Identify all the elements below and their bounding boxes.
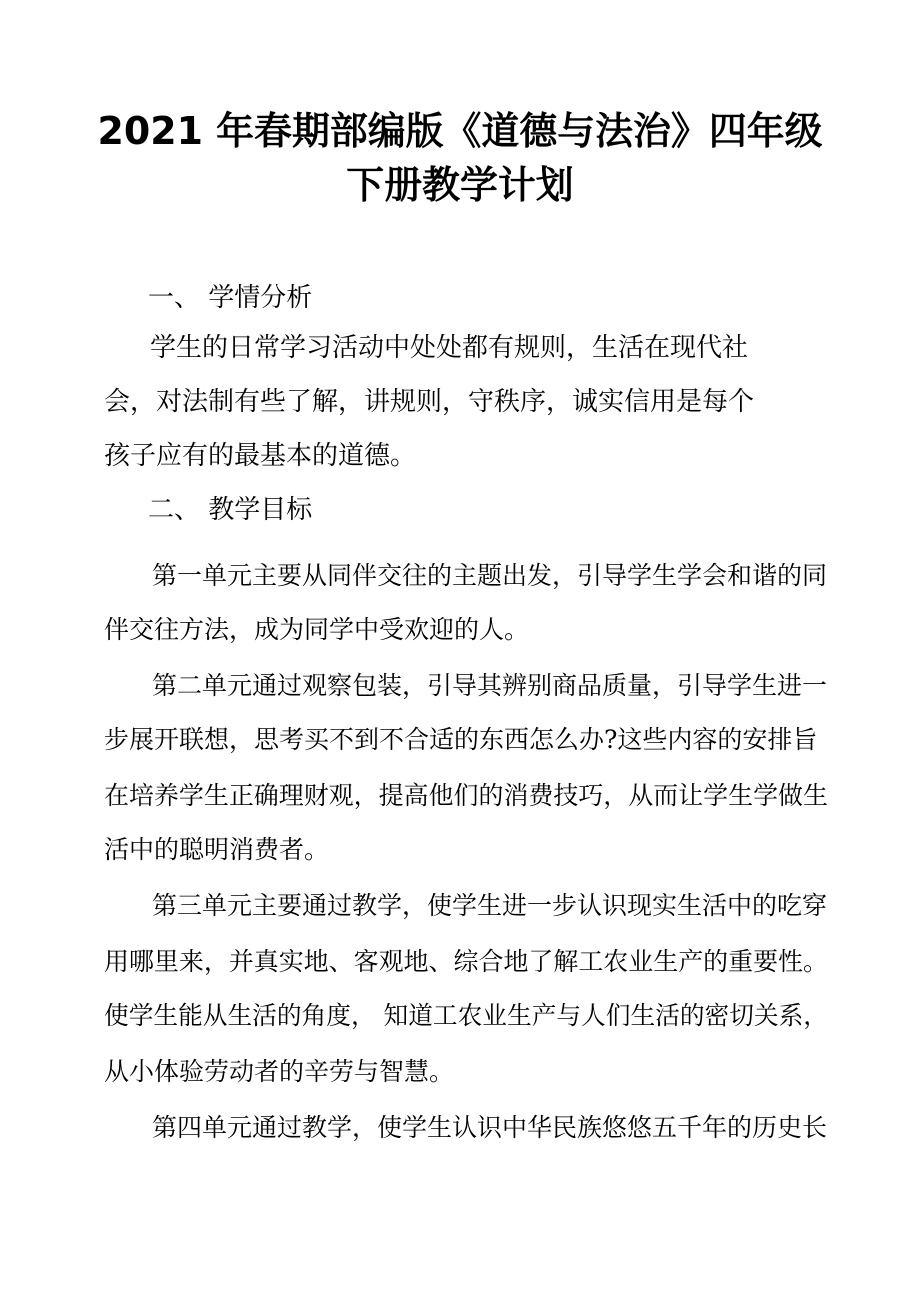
- paragraph-line: 在培养学生正确理财观，提高他们的消费技巧，从而让学生学做生: [104, 781, 829, 810]
- section-heading-2: 二、 教学目标: [148, 495, 313, 525]
- paragraph-line: 孩子应有的最基本的道德。: [104, 441, 417, 471]
- paragraph-line: 第一单元主要从同伴交往的主题出发，引导学生学会和谐的同: [152, 561, 828, 590]
- document-title-line-1: 2021 年春期部编版《道德与法治》四年级: [97, 109, 823, 153]
- paragraph-line: 伴交往方法，成为同学中受欢迎的人。: [104, 615, 530, 644]
- paragraph-line: 从小体验劳动者的辛劳与智慧。: [104, 1057, 455, 1086]
- paragraph-line: 学生的日常学习活动中处处都有规则，生活在现代社: [150, 333, 749, 363]
- paragraph-line: 使学生能从生活的角度， 知道工农业生产与人们生活的密切关系，: [104, 1001, 829, 1030]
- document-title-line-2: 下册教学计划: [346, 163, 574, 207]
- paragraph-line: 步展开联想，思考买不到不合适的东西怎么办?这些内容的安排旨: [104, 725, 818, 754]
- paragraph-line: 活中的聪明消费者。: [104, 835, 330, 864]
- paragraph-line: 用哪里来，并真实地、客观地、综合地了解工农业生产的重要性。: [104, 947, 829, 976]
- paragraph-line: 第二单元通过观察包装，引导其辨别商品质量，引导学生进一: [152, 671, 828, 700]
- paragraph-line: 第四单元通过教学，使学生认识中华民族悠悠五千年的历史长: [152, 1113, 828, 1142]
- paragraph-line: 第三单元主要通过教学，使学生进一步认识现实生活中的吃穿: [152, 891, 828, 920]
- paragraph-line: 会，对法制有些了解，讲规则，守秩序，诚实信用是每个: [104, 387, 755, 417]
- section-heading-1: 一、 学情分析: [148, 283, 313, 313]
